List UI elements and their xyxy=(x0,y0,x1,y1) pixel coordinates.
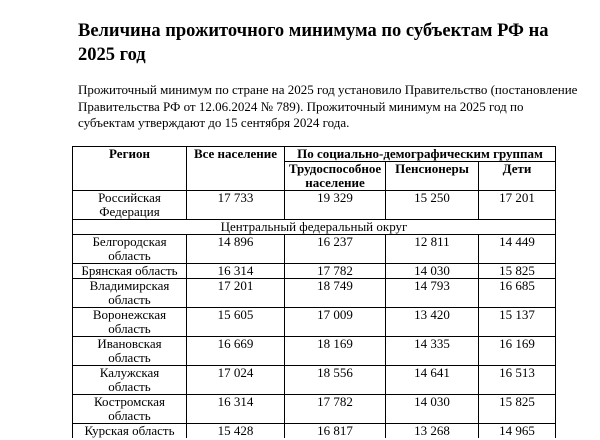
cell-children: 16 513 xyxy=(479,366,556,395)
cell-region: Костромская область xyxy=(73,395,187,424)
cell-region: Российская Федерация xyxy=(73,191,187,220)
page-title-line: 2025 год xyxy=(78,45,146,65)
intro-line: субъектам утверждают до 15 сентября 2024 года. xyxy=(78,115,350,130)
cell-region: Ивановская область xyxy=(73,337,187,366)
header-groups: По социально-демографическим группам xyxy=(285,147,556,162)
intro-paragraph xyxy=(78,82,577,132)
table-row xyxy=(73,264,556,279)
table-row xyxy=(73,424,556,439)
cell-region: Владимирская область xyxy=(73,279,187,308)
cell-region: Белгородская область xyxy=(73,235,187,264)
table-body xyxy=(73,191,556,439)
intro-line: Правительства РФ от 12.06.2024 № 789). Прожиточный минимум на 2025 год по xyxy=(78,98,524,114)
header-pensioners: Пенсионеры xyxy=(386,162,479,191)
cell-region: Брянская область xyxy=(73,264,187,279)
cell-region: Калужская область xyxy=(73,366,187,395)
header-total-population: Все население xyxy=(187,147,285,191)
cell-pensioners: 14 030 xyxy=(386,395,479,424)
header-children: Дети xyxy=(479,162,556,191)
cell-total-population: 16 669 xyxy=(187,337,285,366)
cell-pensioners: 13 268 xyxy=(386,424,479,439)
cell-total-population: 16 314 xyxy=(187,264,285,279)
district-name: Центральный федеральный округ xyxy=(73,220,556,235)
cell-children: 16 685 xyxy=(479,279,556,308)
cell-working-age: 18 749 xyxy=(285,279,386,308)
cell-children: 14 965 xyxy=(479,424,556,439)
table-row xyxy=(73,279,556,308)
table-header xyxy=(73,147,556,191)
table-row-national xyxy=(73,191,556,220)
cell-children: 17 201 xyxy=(479,191,556,220)
cell-pensioners: 14 641 xyxy=(386,366,479,395)
table-row xyxy=(73,337,556,366)
cell-working-age: 16 817 xyxy=(285,424,386,439)
cell-total-population: 16 314 xyxy=(187,395,285,424)
cell-total-population: 17 733 xyxy=(187,191,285,220)
table-row xyxy=(73,366,556,395)
cell-total-population: 17 201 xyxy=(187,279,285,308)
cell-pensioners: 13 420 xyxy=(386,308,479,337)
table-row xyxy=(73,395,556,424)
cell-total-population: 15 428 xyxy=(187,424,285,439)
cell-pensioners: 15 250 xyxy=(386,191,479,220)
cell-pensioners: 14 030 xyxy=(386,264,479,279)
cell-working-age: 18 169 xyxy=(285,337,386,366)
cell-total-population: 15 605 xyxy=(187,308,285,337)
subsistence-minimum-table xyxy=(72,146,556,438)
intro-line: Прожиточный минимум по стране на 2025 год установило Правительство (постановление xyxy=(78,82,578,97)
header-working-age: Трудоспособное население xyxy=(285,162,386,191)
cell-children: 16 169 xyxy=(479,337,556,366)
cell-working-age: 17 009 xyxy=(285,308,386,337)
cell-children: 15 825 xyxy=(479,395,556,424)
table-header-row xyxy=(73,147,556,162)
cell-region: Курская область xyxy=(73,424,187,439)
cell-total-population: 14 896 xyxy=(187,235,285,264)
cell-pensioners: 12 811 xyxy=(386,235,479,264)
page-title-line: Величина прожиточного минимума по субъектам РФ на xyxy=(78,21,549,41)
cell-working-age: 19 329 xyxy=(285,191,386,220)
district-header-row xyxy=(73,220,556,235)
cell-total-population: 17 024 xyxy=(187,366,285,395)
cell-children: 15 825 xyxy=(479,264,556,279)
header-region: Регион xyxy=(73,147,187,191)
cell-working-age: 18 556 xyxy=(285,366,386,395)
cell-working-age: 16 237 xyxy=(285,235,386,264)
cell-pensioners: 14 335 xyxy=(386,337,479,366)
cell-children: 15 137 xyxy=(479,308,556,337)
table-row xyxy=(73,308,556,337)
cell-working-age: 17 782 xyxy=(285,264,386,279)
page-title xyxy=(78,19,549,67)
cell-children: 14 449 xyxy=(479,235,556,264)
table-row xyxy=(73,235,556,264)
cell-working-age: 17 782 xyxy=(285,395,386,424)
cell-region: Воронежская область xyxy=(73,308,187,337)
cell-pensioners: 14 793 xyxy=(386,279,479,308)
